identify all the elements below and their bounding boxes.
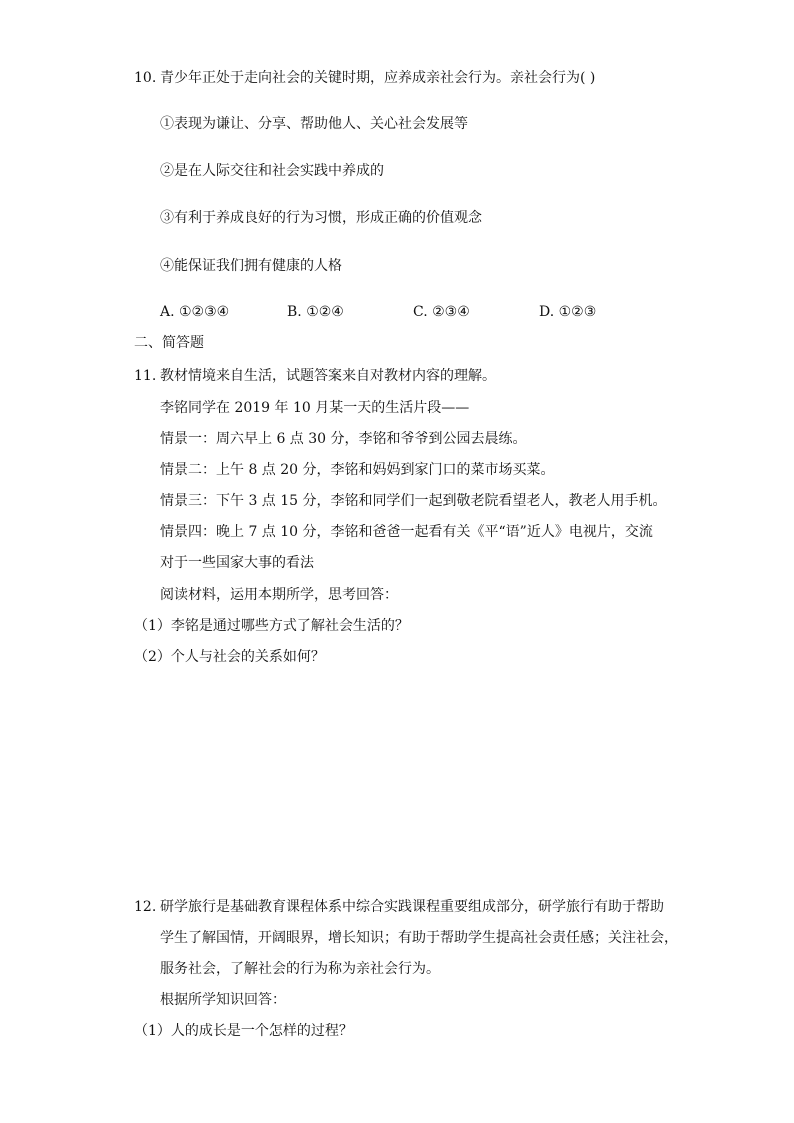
question-11-intro: 教材情境来自生活，试题答案来自对教材内容的理解。 xyxy=(160,368,496,384)
question-10-stem: 青少年正处于走向社会的关键时期，应养成亲社会行为。亲社会行为( ) xyxy=(160,70,596,86)
option-a: A. ①②③④ xyxy=(160,304,230,320)
material-line-3: 情景二：上午 8 点 20 分，李铭和妈妈到家门口的菜市场买菜。 xyxy=(160,462,555,478)
material-line-7: 阅读材料，运用本期所学，思考回答： xyxy=(160,587,398,603)
question-12-text-4: 根据所学知识回答： xyxy=(160,992,286,1008)
material-line-5: 情景四：晚上 7 点 10 分，李铭和爸爸一起看有关《平“语”近人》电视片，交流 xyxy=(160,524,653,540)
option-d: D. ①②③ xyxy=(539,304,597,320)
option-b: B. ①②④ xyxy=(287,304,344,320)
question-11-sub-2: （2）个人与社会的关系如何？ xyxy=(134,649,325,665)
material-line-4: 情景三：下午 3 点 15 分，李铭和同学们一起到敬老院看望老人，教老人用手机。 xyxy=(160,493,667,509)
question-12-sub-1: （1）人的成长是一个怎样的过程？ xyxy=(134,1023,353,1039)
material-line-6: 对于一些国家大事的看法 xyxy=(160,555,314,571)
statement-1: ①表现为谦让、分享、帮助他人、关心社会发展等 xyxy=(160,116,468,132)
statement-2: ②是在人际交往和社会实践中养成的 xyxy=(160,163,384,179)
question-11-sub-1: （1）李铭是通过哪些方式了解社会生活的？ xyxy=(134,618,409,634)
section-title: 二、简答题 xyxy=(134,335,204,351)
statement-4: ④能保证我们拥有健康的人格 xyxy=(160,258,342,274)
question-12-text-3: 服务社会，了解社会的行为称为亲社会行为。 xyxy=(160,961,440,977)
question-10-number: 10. xyxy=(134,70,157,86)
question-12-number: 12. xyxy=(134,899,157,915)
material-line-2: 情景一：周六早上 6 点 30 分，李铭和爷爷到公园去晨练。 xyxy=(160,431,527,447)
question-12-text-2: 学生了解国情，开阔眼界，增长知识；有助于帮助学生提高社会责任感；关注社会， xyxy=(160,930,678,946)
question-12-text-1: 研学旅行是基础教育课程体系中综合实践课程重要组成部分，研学旅行有助于帮助 xyxy=(160,899,664,915)
material-line-1: 李铭同学在 2019 年 10 月某一天的生活片段—— xyxy=(160,400,470,416)
question-11-number: 11. xyxy=(134,368,157,384)
option-c: C. ②③④ xyxy=(413,304,470,320)
statement-3: ③有利于养成良好的行为习惯，形成正确的价值观念 xyxy=(160,210,482,226)
